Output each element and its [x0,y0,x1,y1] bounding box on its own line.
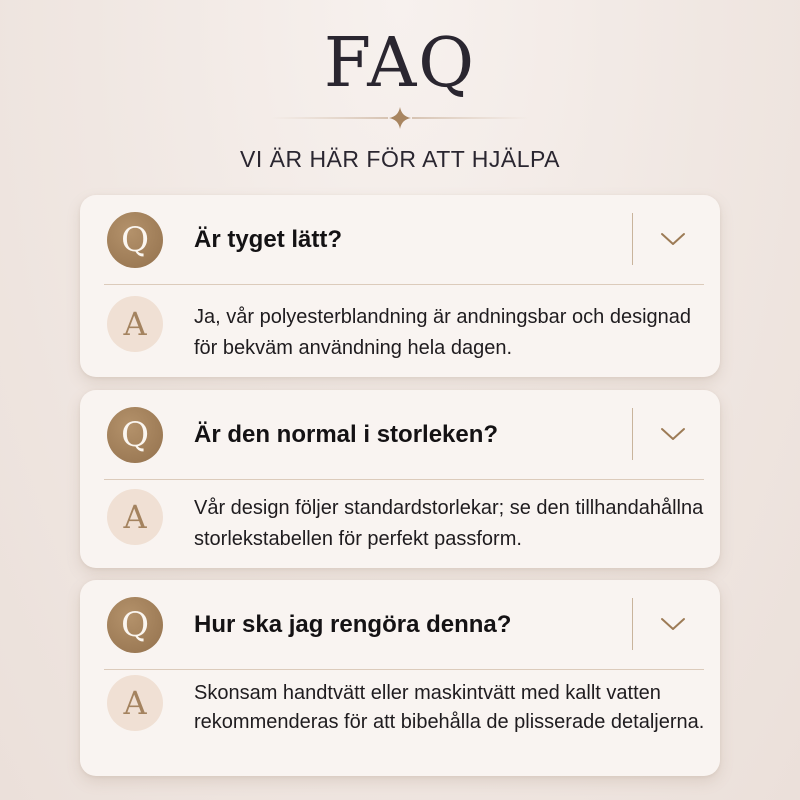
divider [632,213,633,265]
divider [104,479,704,480]
page-subtitle: VI ÄR HÄR FÖR ATT HJÄLPA [239,146,560,172]
sparkle-divider-icon [260,106,540,130]
faq-question: Hur ska jag rengöra denna? [194,611,512,638]
faq-item [80,195,720,377]
answer-badge: A [107,675,163,731]
question-badge: Q [107,212,163,268]
faq-question: Är den normal i storleken? [194,421,499,448]
page-header [0,0,800,190]
page-title: FAQ [323,24,477,103]
faq-answer: Ja, vår polyesterblandning är andningsbar och designad för bekväm användning hela dagen. [194,306,692,359]
answer-badge: A [107,296,163,352]
faq-question-row[interactable] [80,390,720,480]
faq-item [80,580,720,776]
divider [104,284,704,285]
question-badge: Q [107,597,163,653]
faq-answer: Vår design följer standardstorlekar; se den tillhandahållna storlekstabellen för perfekt passform. [194,497,704,550]
faq-question-row[interactable] [80,580,720,670]
faq-question-row[interactable] [80,195,720,285]
faq-question: Är tyget lätt? [194,226,343,253]
chevron-down-icon[interactable] [660,426,686,442]
answer-badge: A [107,489,163,545]
faq-answer: Skonsam handtvätt eller maskintvätt med kallt vatten rekommenderas för att bibehålla de plisserade detaljerna. [194,682,705,733]
faq-item [80,390,720,568]
chevron-down-icon[interactable] [660,616,686,632]
divider [632,408,633,460]
chevron-down-icon[interactable] [660,231,686,247]
divider [632,598,633,650]
divider [104,669,704,670]
ornament-divider [260,106,540,130]
question-badge: Q [107,407,163,463]
